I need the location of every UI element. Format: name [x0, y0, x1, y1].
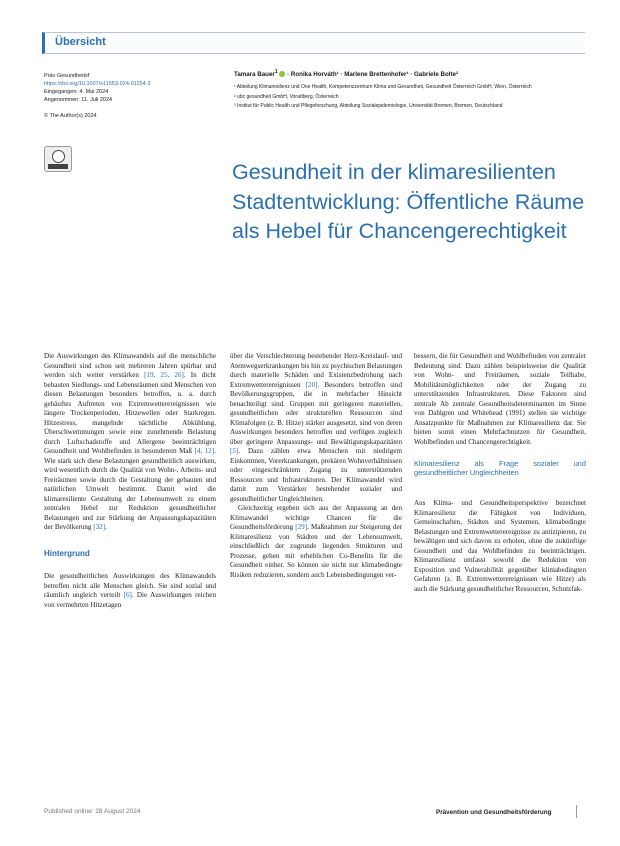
text-column-2	[230, 352, 402, 580]
doi-link[interactable]: https://doi.org/10.1007/s11553-024-01154-3	[44, 81, 151, 87]
text-column-3	[414, 352, 586, 594]
affiliation: ³ Institut für Public Health und Pflegeforschung, Abteilung Sozialepidemiologie, Universität Bremen, Bremen, Deutschland	[234, 103, 503, 109]
citation-link[interactable]: [4, 12]	[194, 447, 215, 455]
section-heading: Hintergrund	[44, 548, 90, 558]
accepted-date: Angenommen: 11. Juli 2024	[44, 97, 113, 103]
citation-link[interactable]: [19, 25, 26]	[144, 371, 184, 379]
section-label: Übersicht	[55, 36, 106, 48]
affiliation: ¹ Abteilung Klimaresilienz und One Health, Kompetenzzentrum Klima und Gesundheit, Gesundheit Österreich GmbH, Wien, Österreich	[234, 84, 532, 90]
section-banner	[42, 32, 585, 54]
article-title: Gesundheit in der klimaresilienten Stadtentwicklung: Öffentliche Räume als Hebel für Chancengerechtigkeit	[232, 160, 585, 243]
affiliations	[234, 84, 574, 113]
section-heading: Klimaresilienz als Frage sozialer und gesundheitlicher Ungleichheiten	[414, 459, 586, 477]
citation-link[interactable]: [5]	[230, 447, 239, 455]
received-date: Eingegangen: 4. Mai 2024	[44, 89, 109, 95]
paragraph: Die Auswirkungen des Klimawandels auf die menschliche Gesundheit sind schon seit mehreren Jahren spürbar und werden sich weiter verstärken [19, 25, 26]. In dicht bebauten Siedlungs- und Lebensräumen sind Menschen von diesen Belastungen besonders betroffen, u. a. durch gehäuftes Auftreten von Extremwetterereignissen wie längere Trockenperioden, Hitzewellen oder Starkregen. Hitzestress, mangelnde nächtliche Abkühlung, Überschwemmungen sowie eine zunehmende Belastung durch Luftschadstoffe und Allergene beeinträchtigen Gesundheit und Wohlbefinden in besonderem Maß [4, 12]. Wie stark sich diese Belastungen gesundheitlich auswirken, wird wesentlich durch die Qualität von Wohn-, Arbeits- und Freiräumen sowie durch die Gestaltung der gebauten und natürlichen Umwelt bestimmt. Damit wird die klimaresiliente Gestaltung der Lebensumwelt zu einem zentralen Hebel zur Reduktion gesundheitlicher Belastungen und zur Stärkung der Anpassungskapazitäten der Bevölkerung [32].	[44, 352, 216, 531]
author-first: Tamara Bauer	[234, 71, 275, 79]
journal-abbrev: Präv Gesundheitsf	[44, 73, 90, 79]
citation-link[interactable]: [20]	[305, 380, 318, 389]
open-access-icon[interactable]	[44, 146, 72, 172]
affiliation: ² ubc gesundheit GmbH, Vorarlberg, Österreich	[234, 93, 339, 100]
article-meta	[44, 72, 214, 120]
author-list: Tamara Bauer$^1$ · Ronika Horváth¹ · Marlene Brettenhofer¹ · Gabriele Bolte²	[234, 69, 459, 79]
published-date: Published online: 28 August 2024	[44, 808, 141, 815]
license-text: © The Author(s) 2024	[44, 113, 97, 119]
citation-link[interactable]: [32]	[93, 523, 106, 531]
citation-link[interactable]: [6]	[123, 591, 132, 599]
citation-link[interactable]: [29]	[295, 523, 308, 531]
paragraph: Aus Klima- und Gesundheitsperspektive bezeichnet Klimaresilienz die Fähigkeit von Individuen, Gemeinschaften, Städten und Systemen, klimabedingte Belastungen und Extremwetterereignisse zu antizipieren, zu bewältigen und sich davon zu erholen, ohne die zukünftige Gesundheit und das Wohlbefinden zu beeinträchtigen. Klimaresilienz umfasst sowohl die Reduktion von Exposition und Vulnerabilität gegenüber klimabedingten Gefahren (z. B. Extremwetterereignissen wie Hitze) als auch die Stärkung gesundheitlicher Ressourcen, Schutzfak-	[414, 499, 586, 593]
author-rest: · Ronika Horváth¹ · Marlene Brettenhofer¹ · Gabriele Bolte²	[285, 71, 459, 79]
footer-divider	[576, 805, 577, 818]
paragraph: über die Verschlechterung bestehender Herz-Kreislauf- und Atemwegserkrankungen bis hin zu psychischen Belastungen durch materielle Schäden und Existenzbedrohung nach Extremwetterereignissen [20]. Besonders betroffen sind Bevölkerungsgruppen, die in mehrfacher Hinsicht benachteiligt sind. Gruppen mit geringeren materiellen, gesundheitlichen oder strukturellen Ressourcen sind Klimafolgen (z. B. Hitze) stärker ausgesetzt, sind von deren Auswirkungen besonders betroffen und verfügen zugleich über geringere Anpassungs- und Bewältigungskapazitäten [5]. Dazu zählen etwa Menschen mit niedrigem Einkommen, Vorerkrankungen, prekären Wohnverhältnissen oder eingeschränktem Zugang zu unterstützenden Ressourcen und Infrastrukturen. Der Klimawandel wird damit zum Verstärker bestehender sozialer und gesundheitlicher Ungleichheiten.	[230, 352, 402, 503]
paragraph: Die gesundheitlichen Auswirkungen des Klimawandels betreffen nicht alle Menschen gleich. Sie sind sozial und räumlich ungleich verteilt [6]. Die Auswirkungen reichen von vermehrten Hitzetagen	[44, 572, 216, 609]
text-column-1	[44, 352, 216, 610]
paragraph: bessern, die für Gesundheit und Wohlbefinden von zentraler Bedeutung sind. Dazu zählen beispielsweise die Qualität von Wohn- und Freiräumen, soziale Teilhabe, Mobilitätsmöglichkeiten oder der Zugang zu unterstützenden Infrastrukturen. Diese Faktoren sind zentrale Ab zentrale Gesundheitsdeterminanten im Sinne von Dahlgren und Whitehead (1991) stellen sie wichtige Ansatzpunkte für Maßnahmen zur Klimaresilienz dar. Sie bieten somit einen Mehrfachnutzen für Gesundheit, Wohlbefinden und Chancengerechtigkeit.	[414, 352, 586, 446]
paragraph: Gleichzeitig ergeben sich aus der Anpassung an den Klimawandel wichtige Chancen für die Gesundheitsförderung [29]. Maßnahmen zur Steigerung der Klimaresilienz von Städten und der Lebensumwelt, einschließlich der zugrunde liegenden Strukturen und Prozesse, gehen mit erheblichen Co-Benefits für die Gesundheit einher. So können sie nicht nur klimabedingte Risiken reduzieren, sondern auch Lebensbedingungen ver-	[230, 504, 402, 579]
journal-name: Prävention und Gesundheitsförderung	[436, 809, 552, 816]
